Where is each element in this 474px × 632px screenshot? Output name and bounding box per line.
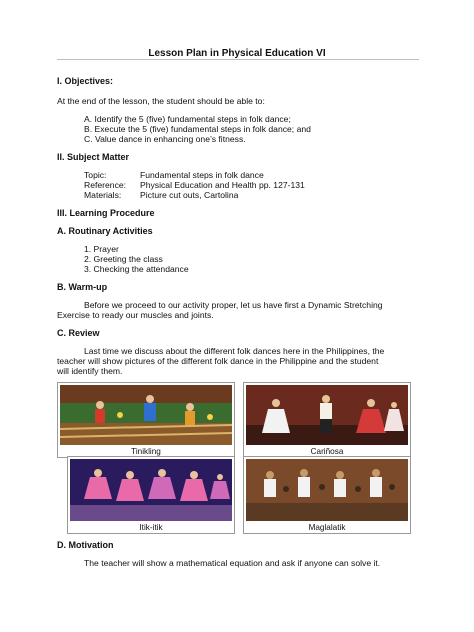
warmup-heading: B. Warm-up [57,282,108,292]
routinary-heading: A. Routinary Activities [57,226,153,236]
motivation-text: The teacher will show a mathematical equation and ask if anyone can solve it. [84,558,381,568]
review-text: Last time we discuss about the different folk dances here in the Philippines, the [84,346,385,356]
maglalatik-photo [246,459,408,521]
subject-value: Physical Education and Health pp. 127-131 [140,180,305,190]
tinikling-photo [60,385,232,445]
maglalatik-figure [243,456,411,534]
figure-caption: Cariñosa [310,447,344,456]
itik-itik-photo [70,459,232,521]
carinosa-photo [246,385,408,445]
title-rule [57,59,419,60]
objective-item: B. Execute the 5 (five) fundamental steps in folk dance; and [84,124,311,134]
learning-procedure-heading: III. Learning Procedure [57,208,155,218]
review-text: teacher will show pictures of the different folk dance in the Philippine and the student [57,356,379,366]
review-text: will identify them. [57,366,123,376]
figure-caption: Itik-itik [139,523,163,532]
routinary-item: 1. Prayer [84,244,119,254]
itik-itik-figure [67,456,235,534]
subject-label: Topic: [84,170,107,180]
subject-value: Picture cut outs, Cartolina [140,190,239,200]
warmup-text: Before we proceed to our activity proper, let us have first a Dynamic Stretching [84,300,383,310]
figure-caption: Tinikling [131,447,161,456]
carinosa-figure [243,382,411,458]
page-title: Lesson Plan in Physical Education VI [148,48,326,59]
warmup-text: Exercise to ready our muscles and joints. [57,310,214,320]
subject-matter-heading: II. Subject Matter [57,152,130,162]
objective-item: C. Value dance in enhancing one’s fitness. [84,134,246,144]
objectives-heading: I. Objectives: [57,76,114,86]
figure-caption: Maglalatik [308,523,346,532]
routinary-item: 3. Checking the attendance [84,264,189,274]
motivation-heading: D. Motivation [57,540,114,550]
subject-value: Fundamental steps in folk dance [140,170,264,180]
tinikling-figure [57,382,235,458]
subject-label: Reference: [84,180,127,190]
review-heading: C. Review [57,328,100,338]
routinary-item: 2. Greeting the class [84,254,163,264]
objectives-intro: At the end of the lesson, the student should be able to: [57,96,265,106]
subject-label: Materials: [84,190,122,200]
objective-item: A. Identify the 5 (five) fundamental steps in folk dance; [84,114,291,124]
